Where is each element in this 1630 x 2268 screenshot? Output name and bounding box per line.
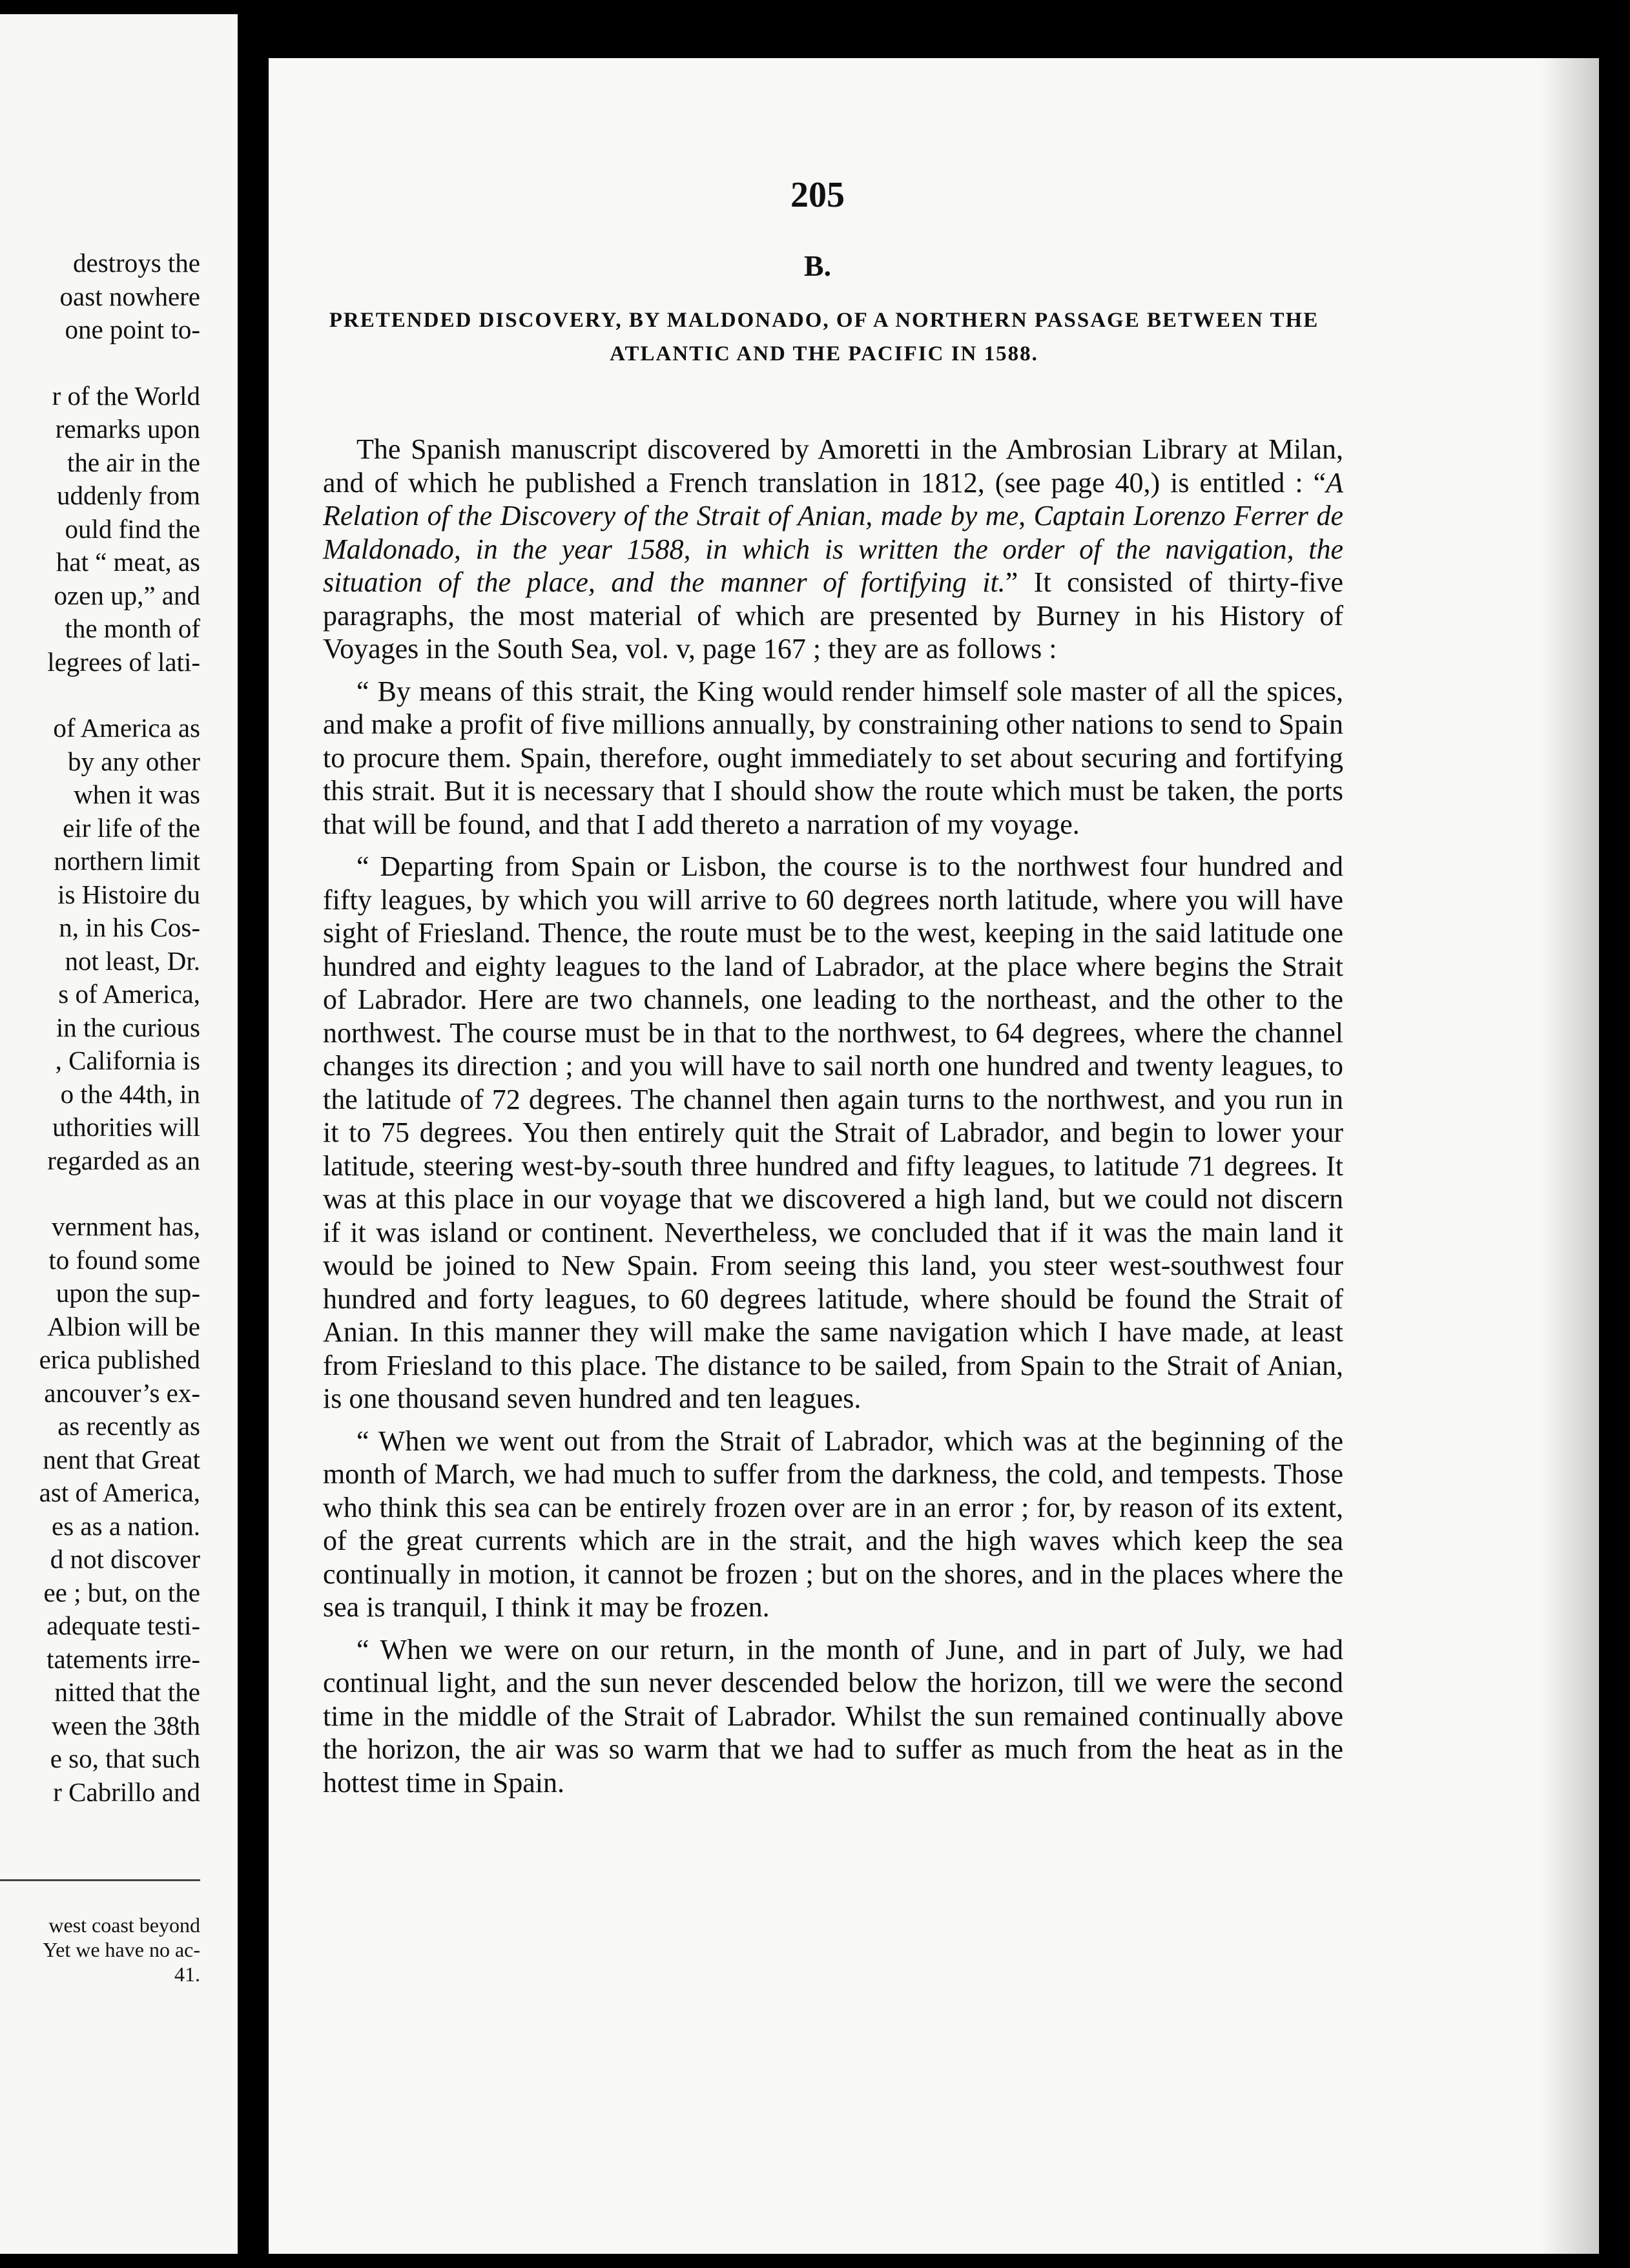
- left-line: ozen up,” and: [54, 580, 200, 610]
- left-line: when it was: [74, 779, 200, 809]
- left-footnote: [0, 1913, 200, 1986]
- left-line: ween the 38th: [52, 1710, 200, 1740]
- left-line: by any other: [68, 746, 200, 776]
- left-line: not least, Dr.: [65, 945, 200, 976]
- left-line: ast of America,: [39, 1478, 200, 1507]
- left-line: vernment has,: [52, 1211, 200, 1241]
- left-line: regarded as an: [47, 1145, 200, 1175]
- left-line: the month of: [65, 613, 200, 643]
- left-line: destroys the: [73, 248, 200, 278]
- page-edge-shadow: [1541, 58, 1599, 2254]
- footnote-line: 41.: [174, 1963, 200, 1986]
- left-line: as recently as: [57, 1411, 200, 1441]
- paragraph: “ Departing from Spain or Lisbon, the course is to the northwest four hundred and fifty leagues, by which you will arrive to 60 degrees north latitude, where you will have sight of Friesland. Thence, the route must be to the west, keeping in the said latitude one hundred and eighty leagues to the land of Labrador, at the place where begins the Strait of Labrador. Here are two channels, one leading to the northeast, and the other to the northwest. The course must be in that to the northwest, to 64 degrees, where the channel changes its direction ; and you will have to sail north one hundred and twenty leagues, to the latitude of 72 degrees. The channel then again turns to the northwest, and you run in it to 75 degrees. You then entirely quit the Strait of Labrador, and begin to lower your latitude, steering west-by-south three hundred and fifty leagues, to latitude 71 degrees. It was at this place in our voyage that we discovered a high land, but we could not discern if it was island or continent. Nevertheless, we concluded that if it was the main land it would be joined to New Spain. From seeing this land, you steer west-southwest four hundred and forty leagues, to 60 degrees latitude, where should be found the Strait of Anian. In this manner they will make the same navigation which I have made, at least from Friesland to this place. The distance to be sailed, from Spain to the Strait of Anian, is one thousand seven hundred and ten leagues.: [323, 850, 1343, 1414]
- paragraph: “ By means of this strait, the King would render himself sole master of all the spices, and make a profit of five millions annually, by constraining other nations to send to Spain to procure them. Spain, therefore, ought immediately to set about securing and fortifying this strait. But it is necessary that I should show the route which must be taken, the ports that will be found, and that I add thereto a narration of my voyage.: [323, 675, 1343, 840]
- left-line: remarks upon: [55, 414, 200, 444]
- left-line: e so, that such: [50, 1744, 200, 1773]
- left-line: uthorities will: [52, 1112, 200, 1142]
- left-line: d not discover: [50, 1544, 200, 1574]
- intro-text-continued: ” It consisted of thirty-five paragraphs, the most material of which are presented by Burney in his History of Voyages in the South Sea, vol. v, page 167 ; they are as follows :: [323, 566, 1344, 665]
- left-line: , California is: [55, 1046, 200, 1075]
- left-line: to found some: [48, 1244, 200, 1275]
- left-line: is Histoire du: [57, 879, 200, 909]
- footnote-line: west coast beyond: [48, 1913, 200, 1937]
- left-line: uddenly from: [56, 480, 200, 510]
- left-line: erica published: [39, 1345, 200, 1374]
- left-line: n, in his Cos-: [59, 912, 200, 942]
- intro-paragraph: [323, 433, 1343, 666]
- left-line: eir life of the: [63, 812, 200, 843]
- left-line: Albion will be: [47, 1311, 200, 1341]
- left-line: o the 44th, in: [60, 1078, 200, 1109]
- left-line: ancouver’s ex-: [44, 1377, 200, 1408]
- left-line: ould find the: [65, 513, 200, 544]
- left-line: r of the World: [52, 380, 200, 411]
- main-page: [269, 58, 1599, 2254]
- left-line: r Cabrillo and: [53, 1777, 200, 1807]
- left-line: adequate testi-: [46, 1611, 200, 1640]
- footnote-line: Yet we have no ac-: [43, 1938, 200, 1961]
- book-gutter: [238, 0, 269, 2268]
- manuscript-title: A Relation of the Discovery of the Strait of Anian, made by me, Captain Lorenzo Ferrer de Maldonado, in the year 1588, in which is written the order of the navigation, the situation of the place, and the manner of fortifying it.: [323, 466, 1343, 598]
- left-line: in the curious: [56, 1012, 200, 1042]
- left-line: the air in the: [67, 447, 200, 477]
- left-line: legrees of lati-: [47, 646, 200, 677]
- left-line: northern limit: [54, 846, 200, 876]
- left-line: es as a nation.: [52, 1510, 200, 1541]
- left-line: tatements irre-: [46, 1644, 200, 1674]
- left-page-fragment: [0, 14, 238, 2254]
- left-line: of America as: [53, 713, 200, 743]
- left-line: nent that Great: [43, 1444, 200, 1474]
- page-number: 205: [790, 175, 845, 215]
- left-line: s of America,: [58, 979, 200, 1009]
- appendix-letter: B.: [803, 249, 832, 282]
- left-line: oast nowhere: [59, 281, 200, 311]
- paragraph: “ When we went out from the Strait of Labrador, which was at the beginning of the month of March, we had much to suffer from the darkness, the cold, and tempests. Those who think this sea can be entirely frozen over are in an error ; for, by reason of its extent, of the great currents which are in the strait, and the high waves which keep the sea continually in motion, it cannot be frozen ; but on the shores, and in the places where the sea is tranquil, I think it may be frozen.: [323, 1425, 1343, 1623]
- body-text: [323, 433, 1343, 1808]
- left-line: one point to-: [65, 314, 200, 344]
- left-line: upon the sup-: [56, 1278, 200, 1308]
- left-line: nitted that the: [54, 1677, 200, 1707]
- footnote-rule: [0, 1879, 200, 1881]
- intro-text: The Spanish manuscript discovered by Amoretti in the Ambrosian Library at Milan, and of which he published a French translation in 1812, (see page 40,) is entitled : “: [323, 433, 1343, 499]
- section-heading: PRETENDED DISCOVERY, BY MALDONADO, OF A NORTHERN PASSAGE BETWEEN THE ATLANTIC AND THE PACIFIC IN 1588.: [329, 309, 1319, 366]
- paragraph: “ When we were on our return, in the month of June, and in part of July, we had continual light, and the sun never descended below the horizon, till we were the second time in the middle of the Strait of Labrador. Whilst the sun remained continually above the horizon, the air was so warm that we had to suffer as much from the heat as in the hottest time in Spain.: [323, 1633, 1343, 1799]
- left-line: ee ; but, on the: [43, 1577, 200, 1607]
- left-line: hat “ meat, as: [56, 547, 200, 577]
- left-page-text: [0, 247, 200, 1809]
